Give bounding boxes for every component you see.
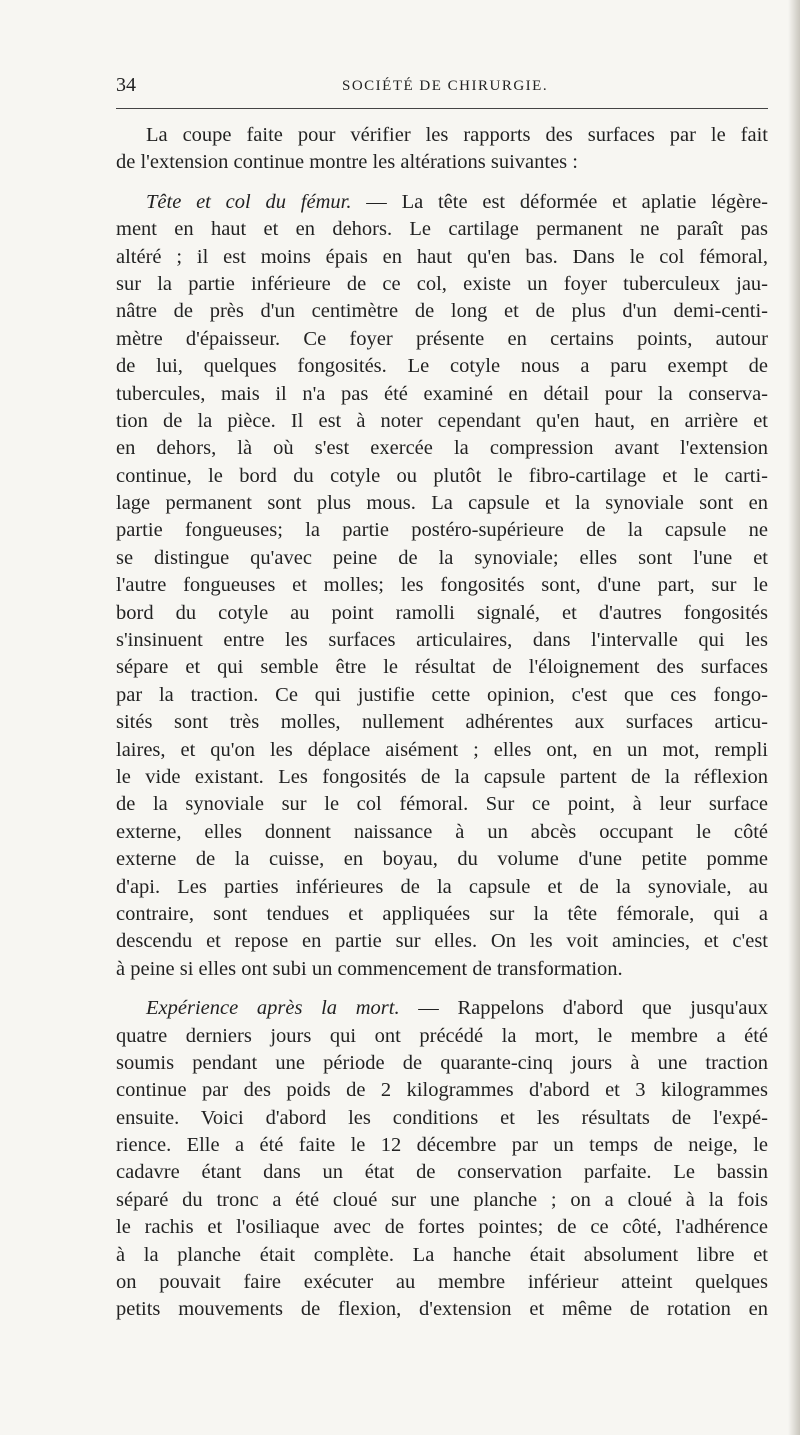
text-line: de la synoviale sur le col fémoral. Sur ce point, à leur surface [116, 793, 768, 816]
page-header [116, 74, 768, 100]
page-number: 34 [116, 74, 136, 96]
text-line: quatre derniers jours qui ont précédé la mort, le membre a été [116, 1024, 768, 1047]
header-rule [116, 108, 768, 109]
text-line: par la traction. Ce qui justifie cette opinion, c'est que ces fongo- [116, 683, 768, 706]
running-head: SOCIÉTÉ DE CHIRURGIE. [342, 78, 549, 94]
section-heading: Tête et col du fémur. [146, 190, 352, 213]
text-line: séparé du tronc a été cloué sur une planche ; on a cloué à la fois [116, 1188, 768, 1211]
body-text [116, 122, 768, 1324]
text-line: ment en haut et en dehors. Le cartilage permanent ne paraît pas [116, 218, 768, 241]
text-line: se distingue qu'avec peine de la synoviale; elles sont l'une et [116, 546, 768, 569]
text-line: l'autre fongueuses et molles; les fongosités sont, d'une part, sur le [116, 574, 768, 597]
text-line: sur la partie inférieure de ce col, existe un foyer tuberculeux jau- [116, 272, 768, 295]
text-line: nâtre de près d'un centimètre de long et de plus d'un demi-centi- [116, 300, 768, 323]
text-line: à la planche était complète. La hanche était absolument libre et [116, 1243, 768, 1266]
paragraph-3 [116, 995, 768, 1324]
text-line: soumis pendant une période de quarante-cinq jours à une traction [116, 1051, 768, 1074]
paragraph-first-line [116, 995, 768, 1022]
text-line: descendu et repose en partie sur elles. On les voit amincies, et c'est [116, 930, 768, 953]
text-line: petits mouvements de flexion, d'extension et même de rotation en [116, 1298, 768, 1321]
text-line: ensuite. Voici d'abord les conditions et les résultats de l'expé- [116, 1106, 768, 1129]
text-line: lage permanent sont plus mous. La capsule et la synoviale sont en [116, 492, 768, 515]
text-line: mètre d'épaisseur. Ce foyer présente en certains points, autour [116, 327, 768, 350]
text-line: à peine si elles ont subi un commencement de transformation. [116, 957, 623, 980]
text-line: le rachis et l'osiliaque avec de fortes pointes; de ce côté, l'adhérence [116, 1216, 768, 1239]
text-line: bord du cotyle au point ramolli signalé, et d'autres fongosités [116, 601, 768, 624]
text-line: continue, le bord du cotyle ou plutôt le fibro-cartilage et le carti- [116, 464, 768, 487]
page-edge [788, 0, 800, 1435]
text-line: cadavre étant dans un état de conservation parfaite. Le bassin [116, 1161, 768, 1184]
text-line: le vide existant. Les fongosités de la capsule partent de la réflexion [116, 765, 768, 788]
section-heading: Expérience après la mort. [146, 997, 400, 1020]
text-line: partie fongueuses; la partie postéro-supérieure de la capsule ne [116, 519, 768, 542]
text-line: laires, et qu'on les déplace aisément ; elles ont, en un mot, rempli [116, 738, 768, 761]
text-line: externe de la cuisse, en boyau, du volume d'une petite pomme [116, 848, 768, 871]
text-line: sités sont très molles, nullement adhérentes aux surfaces articu- [116, 711, 768, 734]
text-line: altéré ; il est moins épais en haut qu'en bas. Dans le col fémoral, [116, 245, 768, 268]
text-line: s'insinuent entre les surfaces articulaires, dans l'intervalle qui les [116, 629, 768, 652]
text-run: — La tête est déformée et aplatie légère- [351, 190, 768, 213]
paragraph-2 [116, 189, 768, 983]
text-line: tion de la pièce. Il est à noter cependant qu'en haut, en arrière et [116, 409, 768, 432]
text-line: on pouvait faire exécuter au membre inférieur atteint quelques [116, 1271, 768, 1294]
text-line: tubercules, mais il n'a pas été examiné en détail pour la conserva- [116, 382, 768, 405]
text-line: continue par des poids de 2 kilogrammes d'abord et 3 kilogrammes [116, 1079, 768, 1102]
text-line: d'api. Les parties inférieures de la capsule et de la synoviale, au [116, 875, 768, 898]
text-line: sépare et qui semble être le résultat de l'éloignement des surfaces [116, 656, 768, 679]
text-line: de lui, quelques fongosités. Le cotyle nous a paru exempt de [116, 355, 768, 378]
text-line: rience. Elle a été faite le 12 décembre par un temps de neige, le [116, 1134, 768, 1157]
paragraph-first-line [116, 189, 768, 216]
text-line: La coupe faite pour vérifier les rapports des surfaces par le fait [146, 124, 768, 146]
text-line: contraire, sont tendues et appliquées sur la tête fémorale, qui a [116, 902, 768, 925]
text-line: externe, elles donnent naissance à un abcès occupant le côté [116, 820, 768, 843]
paragraph-1 [116, 122, 768, 177]
text-line: de l'extension continue montre les altérations suivantes : [116, 151, 578, 174]
text-run: — Rappelons d'abord que jusqu'aux [399, 997, 768, 1020]
text-line: en dehors, là où s'est exercée la compression avant l'extension [116, 437, 768, 460]
